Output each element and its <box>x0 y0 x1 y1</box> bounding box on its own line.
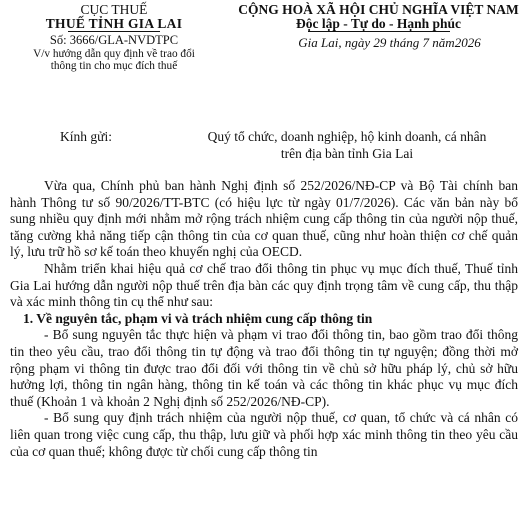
national-motto: Độc lập - Tự do - Hạnh phúc <box>295 16 462 31</box>
date-year-label: năm <box>432 35 455 50</box>
document-body <box>10 178 518 460</box>
date-day: 29 <box>373 35 387 50</box>
date-month-label: tháng <box>389 35 420 50</box>
section-1-paragraph-2: - Bổ sung quy định trách nhiệm của người nộp thuế, cơ quan, tổ chức và cá nhân có liên quan trong việc cung cấp, thu thập, lưu giữ và phối hợp xác minh thông tin theo yêu cầu của cơ quan thuế; không được từ chối cung cấp thông tin <box>10 410 518 459</box>
document-summary-line2: thông tin cho mục đích thuế <box>50 59 178 72</box>
date-year: 2026 <box>454 35 481 50</box>
agency-parent: CỤC THUẾ <box>80 2 148 17</box>
issuing-agency-block <box>0 3 228 72</box>
national-header-block <box>236 3 521 50</box>
recipient-line2: trên địa bàn tỉnh Gia Lai <box>280 146 414 161</box>
recipient-label: Kính gửi: <box>60 129 112 144</box>
recipient-value <box>174 128 520 162</box>
section-1-paragraph-1: - Bổ sung nguyên tắc thực hiện và phạm vi trao đổi thông tin, bao gồm trao đổi thông tin theo yêu cầu, trao đổi thông tin tự động và trao đổi thông tin tự nguyện; đồng thời mở rộng phạm vi thông tin được trao đổi đối với thông tin về chủ sở hữu pháp lý, chủ sở hữu hưởng lợi, thông tin ngân hàng, thông tin kế toán và các thông tin khác phục vụ mục đích thuế (Khoản 1 và khoản 2 Nghị định số 252/2026/NĐ-CP). <box>10 327 518 409</box>
section-1-heading: 1. Về nguyên tắc, phạm vi và trách nhiệm cung cấp thông tin <box>23 310 373 326</box>
document-summary-line1: V/v hướng dẫn quy định về trao đổi <box>33 47 195 60</box>
nation-title: CỘNG HOÀ XÃ HỘI CHỦ NGHĨA VIỆT NAM <box>238 2 519 17</box>
date-place: Gia Lai, ngày <box>298 35 371 50</box>
issue-date <box>236 36 521 50</box>
purpose-paragraph: Nhằm triển khai hiệu quả cơ chế trao đổi thông tin phục vụ mục đích thuế, Thuế tỉnh Gia Lai hướng dẫn người nộp thuế trên địa bàn các quy định trọng tâm về cung cấp, thu thập và xác minh thông tin cụ thể như sau: <box>10 260 518 310</box>
agency-underline <box>68 31 160 32</box>
motto-underline <box>308 31 450 32</box>
recipient-line1: Quý tổ chức, doanh nghiệp, hộ kinh doanh, cá nhân <box>207 129 487 144</box>
intro-paragraph: Vừa qua, Chính phủ ban hành Nghị định số 252/2026/NĐ-CP và Bộ Tài chính ban hành Thông tư số 90/2026/TT-BTC (có hiệu lực từ ngày 01/7/2026). Các văn bản này bổ sung nhiều quy định mới nhằm mở rộng trách nhiệm cung cấp thông tin của người nộp thuế, tăng cường khả năng tiếp cận thông tin của cơ quan thuế, cũng như hoàn thiện cơ chế quản lý, lưu trữ hồ sơ kế toán theo khuyến nghị của OECD. <box>10 178 518 260</box>
agency-name: THUẾ TỈNH GIA LAI <box>45 15 183 31</box>
document-number: Số: 3666/GLA-NVDTPC <box>49 33 179 47</box>
date-month: 7 <box>422 35 430 50</box>
